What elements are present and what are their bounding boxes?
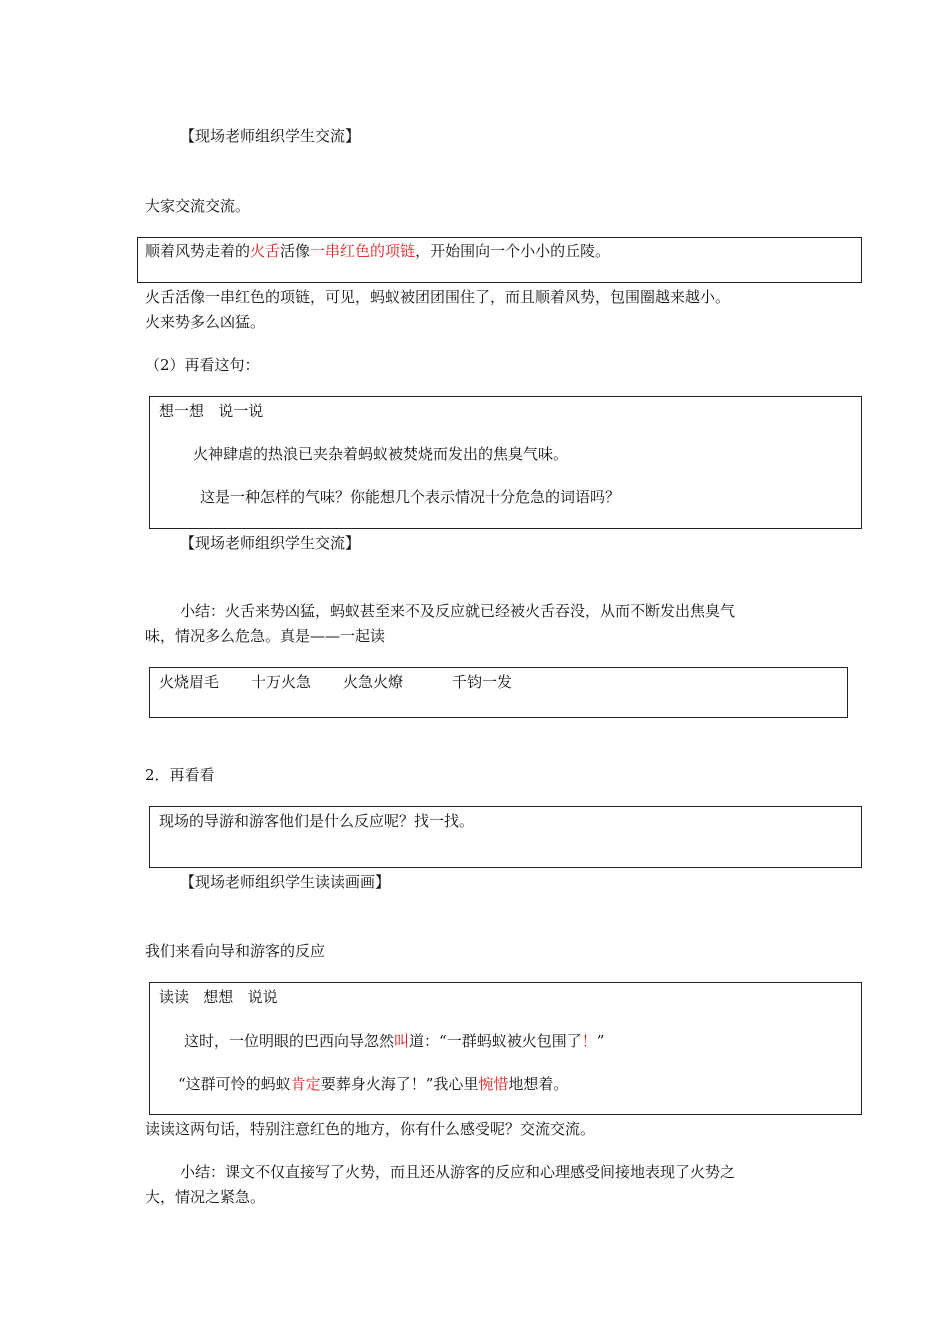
quote-text: 顺着风势走着的: [145, 242, 251, 260]
tourist-thought-line: [178, 1074, 568, 1094]
discuss-prompt: 大家交流交流。: [145, 197, 251, 215]
box-heading: 想一想 说一说: [159, 402, 264, 420]
teacher-read-draw-note: 【现场老师组织学生读读画画】: [180, 873, 391, 891]
reaction-question-box: [149, 806, 862, 868]
guide-quote-line: [184, 1031, 604, 1051]
idiom-2: 十万火急: [251, 673, 312, 691]
idiom-box: [149, 667, 848, 718]
read-think-say-box: [149, 982, 862, 1115]
summary-1-line-2: 味，情况多么危急。真是——一起读: [145, 627, 386, 645]
quote-text: 地想着。: [508, 1075, 569, 1093]
highlight-pity: 惋惜: [478, 1075, 509, 1093]
idiom-1: 火烧眉毛: [159, 673, 220, 691]
read-prompt: 读读这两句话，特别注意红色的地方，你有什么感受呢？交流交流。: [145, 1120, 596, 1138]
box-sentence: 火神肆虐的热浪已夹杂着蚂蚁被焚烧而发出的焦臭气味。: [193, 445, 569, 463]
box-question: 这是一种怎样的气味？你能想几个表示情况十分危急的词语吗？: [200, 488, 621, 506]
teacher-exchange-note-1: 【现场老师组织学生交流】: [180, 127, 361, 145]
quote-box-fire-tongue: [137, 237, 862, 283]
analysis-line-1: 火舌活像一串红色的项链，可见，蚂蚁被团团围住了，而且顺着风势，包围圈越来越小。: [145, 288, 731, 306]
teacher-exchange-note-2: 【现场老师组织学生交流】: [180, 534, 361, 552]
summary-2-line-1: 小结：课文不仅直接写了火势，而且还从游客的反应和心理感受间接地表现了火势之: [180, 1163, 736, 1181]
summary-2-line-2: 大，情况之紧急。: [145, 1188, 266, 1206]
quote-text: ”: [596, 1032, 605, 1050]
box-heading: 读读 想想 说说: [159, 988, 278, 1006]
highlight-necklace: 一串红色的项链: [310, 242, 416, 260]
summary-1-line-1: 小结：火舌来势凶猛，蚂蚁甚至来不及反应就已经被火舌吞没，从而不断发出焦臭气: [180, 602, 736, 620]
highlight-exclamation: ！: [581, 1032, 597, 1050]
analysis-line-2: 火来势多么凶猛。: [145, 313, 266, 331]
quote-text: 这时，一位明眼的巴西向导忽然: [184, 1032, 395, 1050]
quote-text: “这群可怜的蚂蚁: [178, 1075, 291, 1093]
idiom-4: 千钧一发: [452, 673, 513, 691]
quote-text: ，开始围向一个小小的丘陵。: [415, 242, 611, 260]
look-again-label: （2）再看这句：: [145, 356, 260, 374]
highlight-shout: 叫: [394, 1032, 410, 1050]
quote-text: 道：“一群蚂蚁被火包围了: [409, 1032, 582, 1050]
reaction-question: 现场的导游和游客他们是什么反应呢？找一找。: [159, 812, 475, 830]
quote-line: [145, 241, 610, 261]
highlight-certainly: 肯定: [290, 1075, 321, 1093]
reaction-intro: 我们来看向导和游客的反应: [145, 942, 326, 960]
quote-text: 要葬身火海了！”我心里: [320, 1075, 479, 1093]
highlight-fire-tongue: 火舌: [250, 242, 281, 260]
think-say-box: [149, 396, 862, 529]
quote-text: 活像: [280, 242, 311, 260]
idiom-3: 火急火燎: [343, 673, 404, 691]
section-2-title: 2．再看看: [145, 766, 215, 784]
